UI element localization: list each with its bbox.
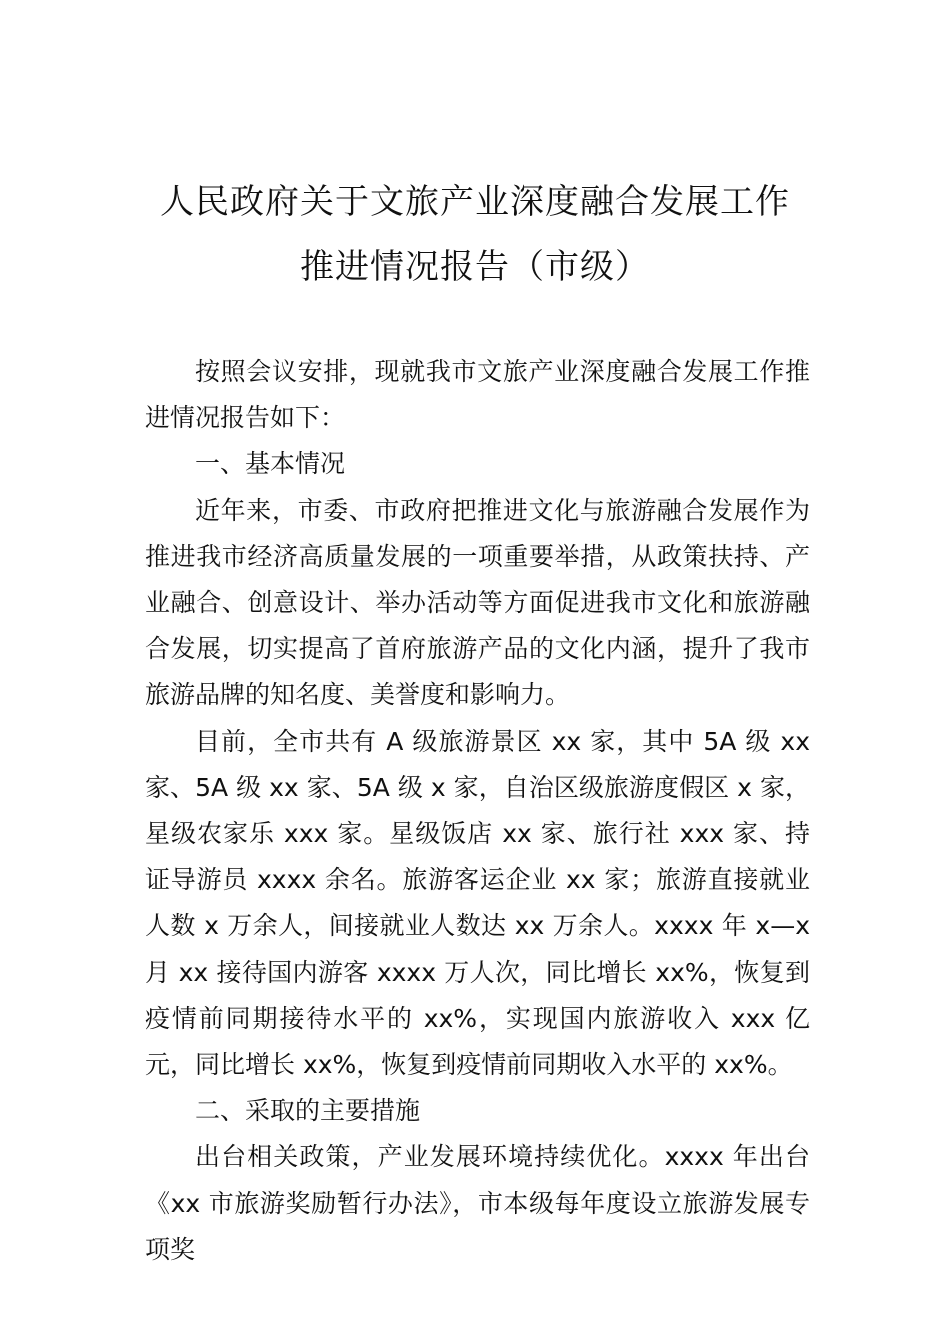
document-title-line-1: 人民政府关于文旅产业深度融合发展工作 xyxy=(160,182,790,222)
paragraph-background: 近年来，市委、市政府把推进文化与旅游融合发展作为推进我市经济高质量发展的一项重要举措，从政策扶持、产业融合、创意设计、举办活动等方面促进我市文化和旅游融合发展，切实提高了首府旅游产品的文化内涵，提升了我市旅游品牌的知名度、美誉度和影响力。 xyxy=(145,495,810,710)
document-title-line-2: 推进情况报告（市级） xyxy=(300,247,650,287)
document-body xyxy=(145,349,810,1273)
section-heading-main-measures: 二、采取的主要措施 xyxy=(195,1096,421,1126)
paragraph-policy: 出台相关政策，产业发展环境持续优化。xxxx 年出台《xx 市旅游奖励暂行办法》，市本级每年度设立旅游发展专项奖 xyxy=(145,1142,810,1264)
paragraph-intro: 按照会议安排，现就我市文旅产业深度融合发展工作推进情况报告如下： xyxy=(145,357,810,433)
paragraph-statistics: 目前，全市共有 A 级旅游景区 xx 家，其中 5A 级 xx 家、5A 级 xx 家、5A 级 x 家，自治区级旅游度假区 x 家，星级农家乐 xxx 家。星级饭店 xx 家、旅行社 xxx 家、持证导游员 xxxx 余名。旅游客运企业 xx 家；旅游直接就业人数 x 万余人，间接就业人数达 xx 万余人。xxxx 年 x—x 月 xx 接待国内游客 xxxx 万人次，同比增长 xx%，恢复到疫情前同期接待水平的 xx%，实现国内旅游收入 xxx 亿元，同比增长 xx%，恢复到疫情前同期收入水平的 xx%。 xyxy=(145,726,810,1080)
section-heading-basic-situation: 一、基本情况 xyxy=(195,449,346,479)
